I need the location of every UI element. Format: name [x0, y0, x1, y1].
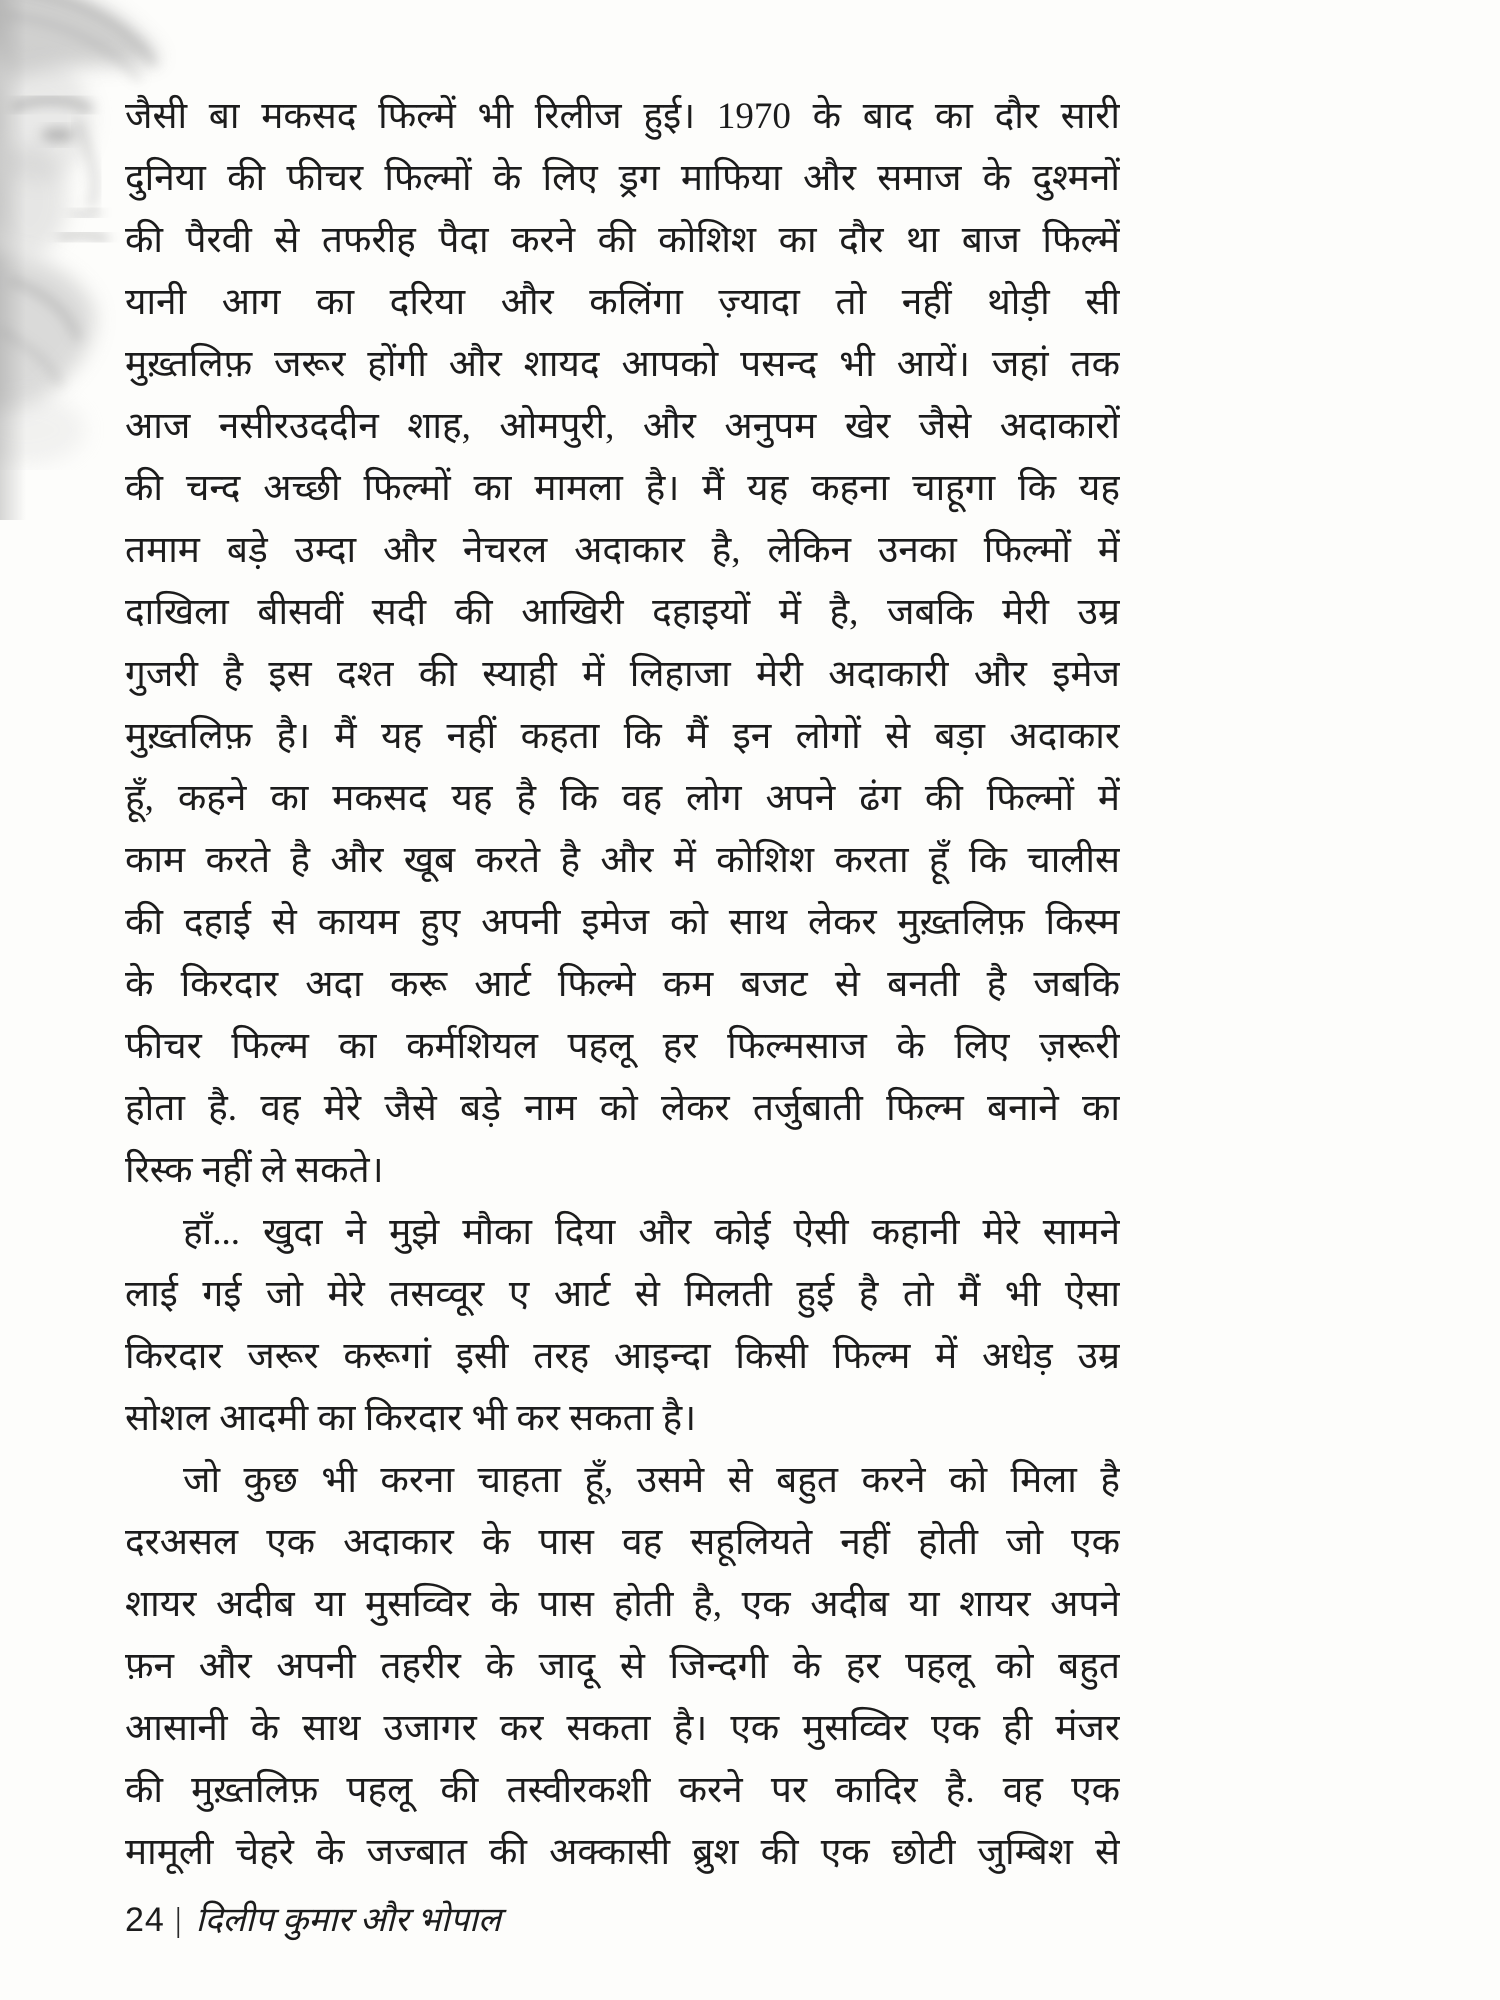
text-line: की पैरवी से तफरीह पैदा करने की कोशिश का दौर था बाज फिल्में: [125, 220, 1120, 261]
text-line: सोशल आदमी का किरदार भी कर सकता है।: [125, 1398, 697, 1439]
page-number: 24: [125, 1901, 165, 1939]
text-line: आसानी के साथ उजागर कर सकता है। एक मुसव्विर एक ही मंजर: [125, 1708, 1120, 1749]
text-line: फीचर फिल्म का कर्मशियल पहलू हर फिल्मसाज के लिए ज़रूरी: [125, 1026, 1120, 1067]
text-line: होता है. वह मेरे जैसे बड़े नाम को लेकर तर्जुबाती फिल्म बनाने का: [125, 1088, 1120, 1129]
text-line: गुजरी है इस दश्त की स्याही में लिहाजा मेरी अदाकारी और इमेज: [125, 654, 1120, 695]
text-line: के किरदार अदा करू आर्ट फिल्मे कम बजट से बनती है जबकि: [125, 964, 1120, 1005]
text-line: काम करते है और खूब करते है और में कोशिश करता हूँ कि चालीस: [125, 840, 1120, 881]
text-line: हूँ, कहने का मकसद यह है कि वह लोग अपने ढंग की फिल्मों में: [125, 778, 1120, 819]
text-line: दरअसल एक अदाकार के पास वह सहूलियते नहीं होती जो एक: [125, 1522, 1120, 1563]
text-line: फ़न और अपनी तहरीर के जादू से जिन्दगी के हर पहलू को बहुत: [125, 1646, 1120, 1687]
text-line: दुनिया की फीचर फिल्मों के लिए ड्रग माफिया और समाज के दुश्मनों: [125, 158, 1120, 199]
text-line: किरदार जरूर करूगां इसी तरह आइन्दा किसी फिल्म में अधेड़ उम्र: [125, 1336, 1120, 1377]
page-text: [125, 86, 1120, 1884]
text-line: शायर अदीब या मुसव्विर के पास होती है, एक अदीब या शायर अपने: [125, 1584, 1120, 1625]
text-line: तमाम बड़े उम्दा और नेचरल अदाकार है, लेकिन उनका फिल्मों में: [125, 530, 1120, 571]
text-line: की चन्द अच्छी फिल्मों का मामला है। मैं यह कहना चाहूगा कि यह: [125, 468, 1120, 509]
text-line: लाई गई जो मेरे तसव्वूर ए आर्ट से मिलती हुई है तो मैं भी ऐसा: [125, 1274, 1120, 1315]
book-title: दिलीप कुमार और भोपाल: [195, 1902, 501, 1939]
text-line: दाखिला बीसवीं सदी की आखिरी दहाइयों में है, जबकि मेरी उम्र: [125, 592, 1120, 633]
text-line: की दहाई से कायम हुए अपनी इमेज को साथ लेकर मुख़्तलिफ़ किस्म: [125, 902, 1120, 943]
text-line: की मुख़्तलिफ़ पहलू की तस्वीरकशी करने पर कादिर है. वह एक: [125, 1770, 1120, 1811]
text-line: मुख़्तलिफ़ जरूर होंगी और शायद आपको पसन्द भी आयें। जहां तक: [125, 344, 1120, 385]
text-line: हाँ... खुदा ने मुझे मौका दिया और कोई ऐसी कहानी मेरे सामने: [183, 1212, 1120, 1253]
text-line: मामूली चेहरे के जज्बात की अक्कासी ब्रुश की एक छोटी जुम्बिश से: [125, 1832, 1120, 1873]
text-line: जो कुछ भी करना चाहता हूँ, उसमे से बहुत करने को मिला है: [183, 1460, 1120, 1501]
page-footer: [125, 1894, 501, 1946]
text-line: यानी आग का दरिया और कलिंगा ज़्यादा तो नहीं थोड़ी सी: [125, 282, 1120, 323]
text-line: आज नसीरउददीन शाह, ओमपुरी, और अनुपम खेर जैसे अदाकारों: [125, 406, 1120, 447]
text-line: रिस्क नहीं ले सकते।: [125, 1150, 384, 1191]
text-line: जैसी बा मकसद फिल्में भी रिलीज हुई। 1970 के बाद का दौर सारी: [125, 96, 1120, 137]
text-line: मुख़्तलिफ़ है। मैं यह नहीं कहता कि मैं इन लोगों से बड़ा अदाकार: [125, 716, 1120, 757]
footer-separator: |: [174, 1902, 182, 1939]
